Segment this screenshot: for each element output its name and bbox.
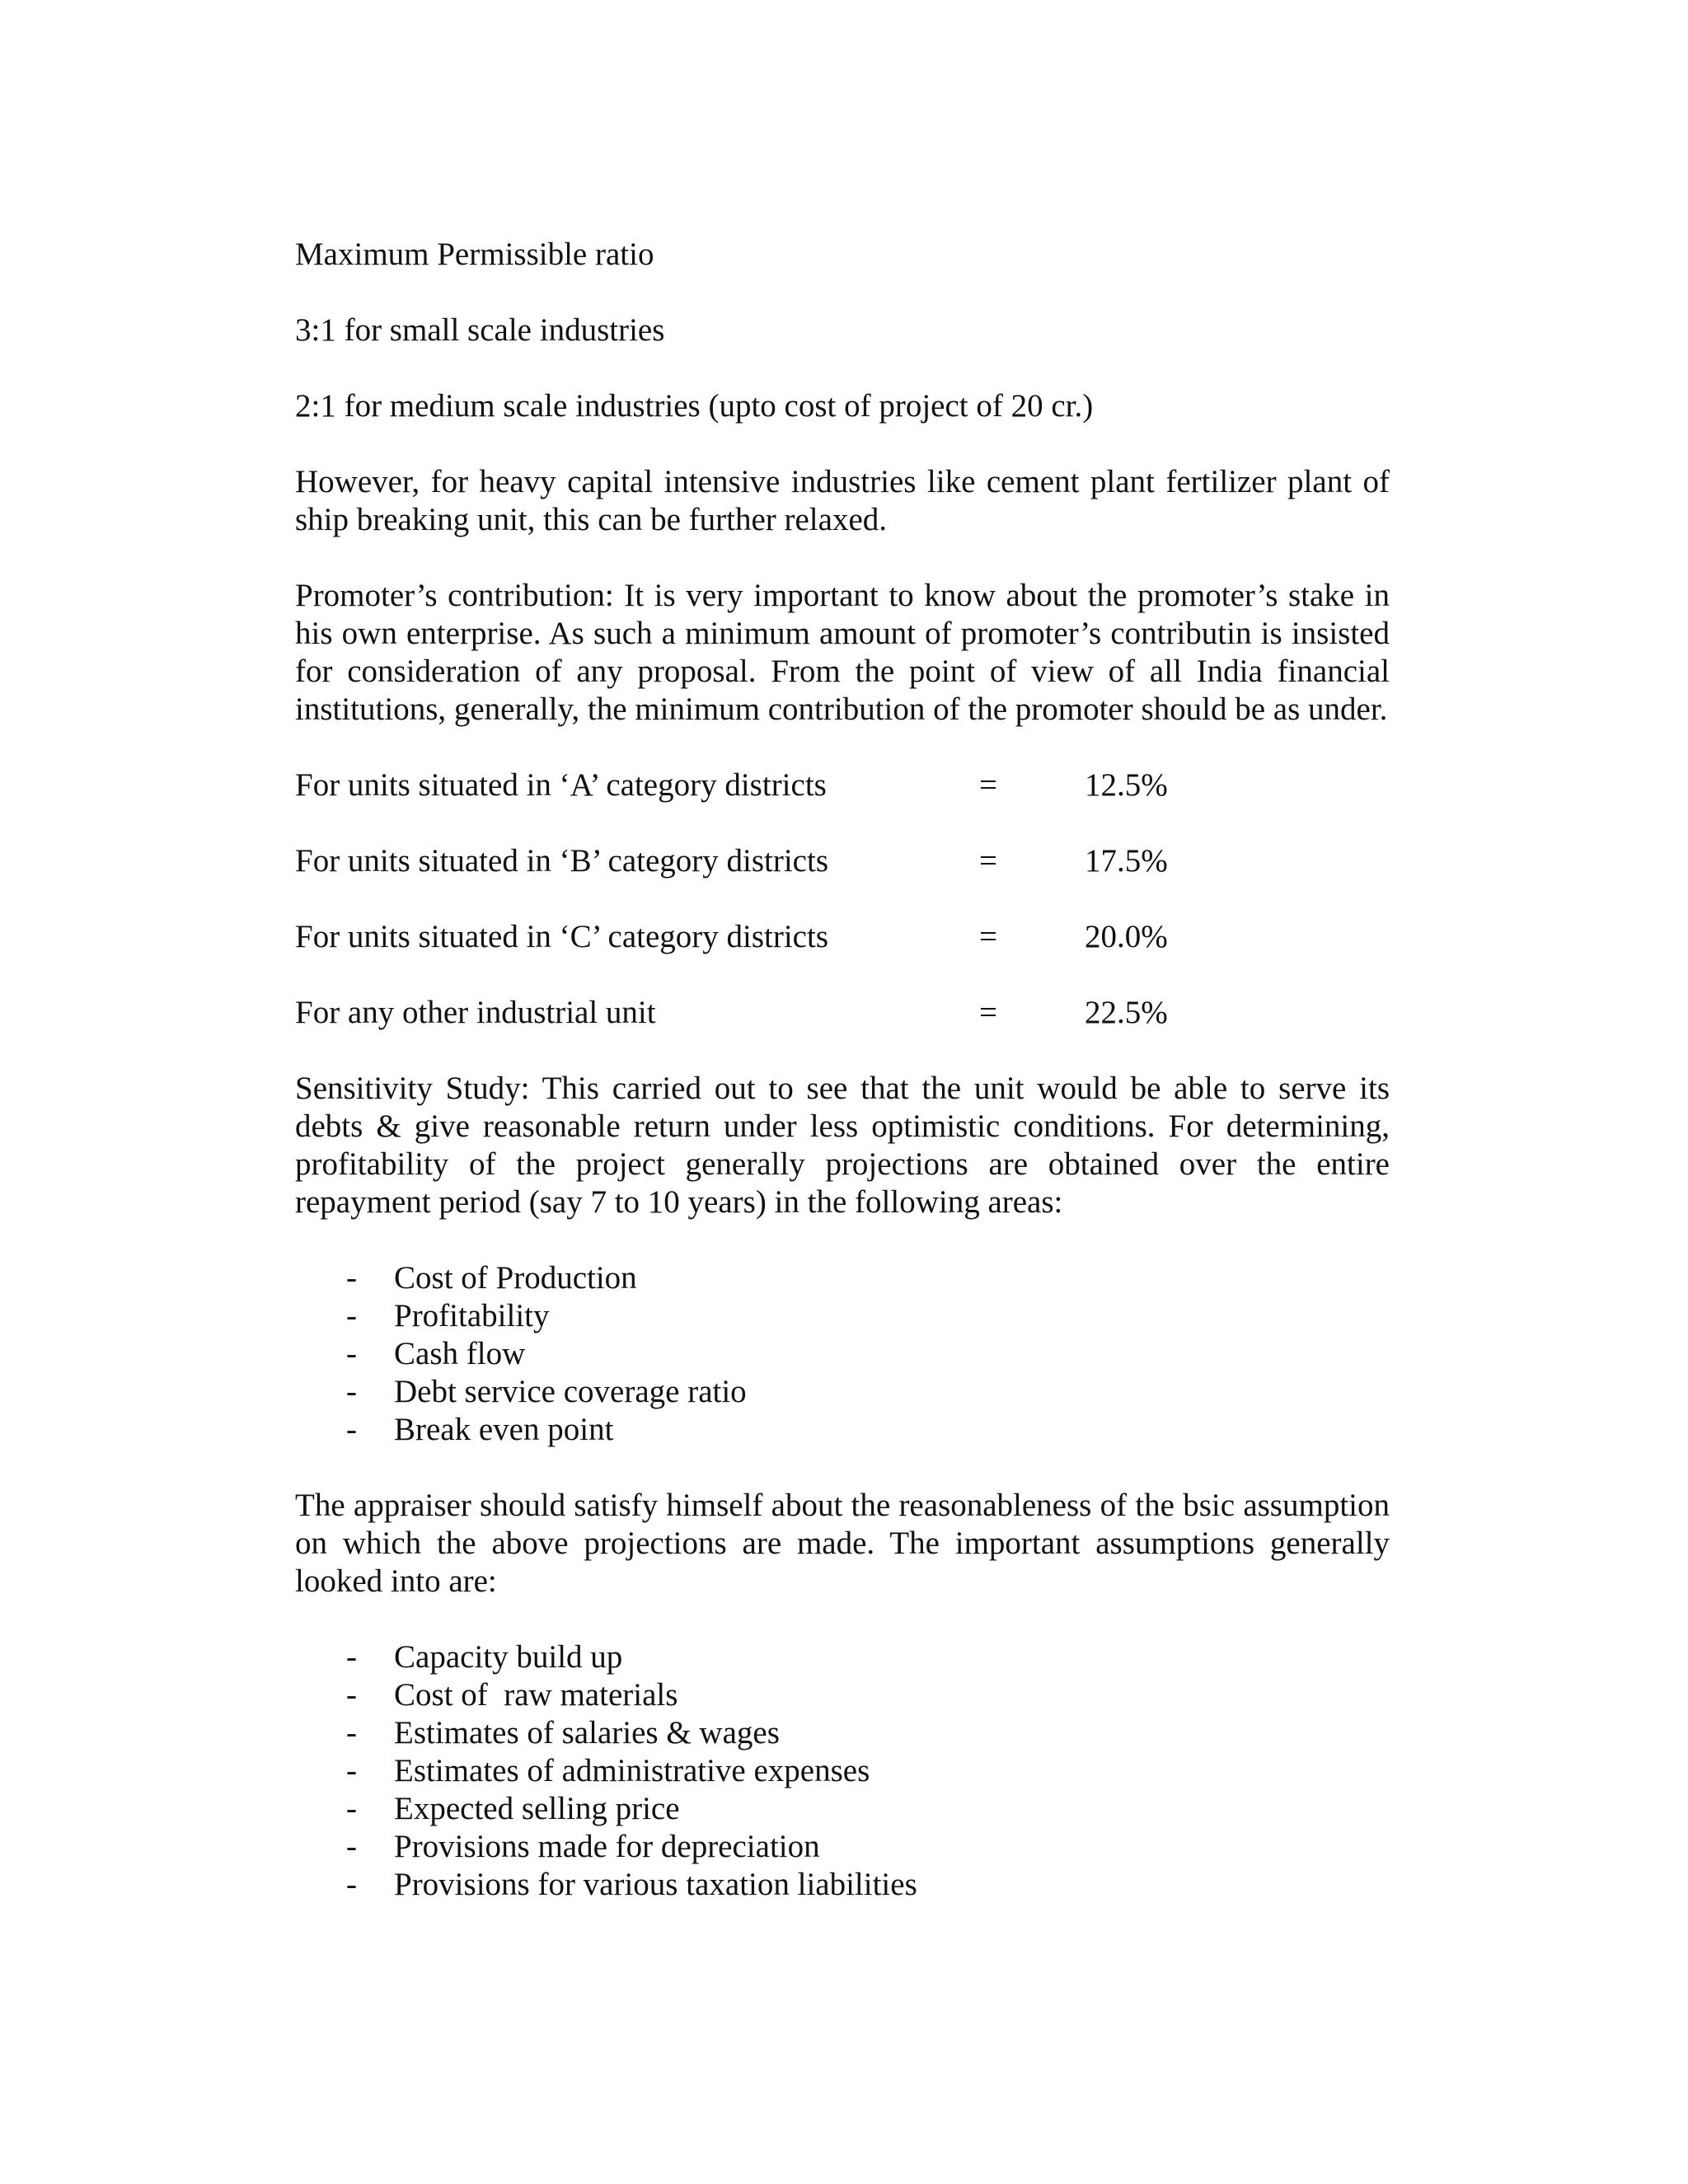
dash-bullet: - (346, 1298, 357, 1333)
list-item-text: Cash flow (394, 1336, 526, 1371)
spacer (295, 1221, 1390, 1259)
sensitivity-study-paragraph: Sensitivity Study: This carried out to see that the unit would be able to serve its debts & give reasonable return under less optimistic conditions. For determining, profitability of the project generally projections are obtained over the entire repayment period (say 7 to 10 years) in the following areas: (295, 1071, 1390, 1220)
spacer (295, 729, 1390, 766)
list-item (295, 1297, 1390, 1335)
list-item-text: Provisions made for depreciation (394, 1829, 820, 1864)
list-item (295, 1259, 1390, 1297)
relaxation-paragraph: However, for heavy capital intensive industries like cement plant fertilizer plant of ship breaking unit, this can be further relaxed. (295, 464, 1390, 537)
contribution-label: For units situated in ‘B’ category districts (295, 843, 829, 879)
spacer (295, 880, 1390, 918)
spacer (295, 1601, 1390, 1638)
list-item-text: Debt service coverage ratio (394, 1374, 747, 1409)
contribution-value: 22.5% (1085, 995, 1168, 1030)
list-item (295, 1790, 1390, 1828)
dash-bullet: - (346, 1791, 357, 1826)
list-item (295, 1828, 1390, 1866)
ratio-medium-scale: 2:1 for medium scale industries (upto cost of project of 20 cr.) (295, 388, 1094, 424)
appraiser-paragraph: The appraiser should satisfy himself about the reasonableness of the bsic assumption on which the above projections are made. The important assumptions generally looked into are: (295, 1488, 1390, 1599)
section-heading: Maximum Permissible ratio (295, 237, 654, 272)
dash-bullet: - (346, 1639, 357, 1675)
list-item-text: Expected selling price (394, 1791, 680, 1826)
list-item-text: Break even point (394, 1412, 614, 1447)
spacer (295, 349, 1390, 387)
list-item (295, 1866, 1390, 1904)
contribution-row-b (295, 842, 1390, 880)
spacer (295, 956, 1390, 994)
contribution-row-a (295, 766, 1390, 804)
spacer (295, 804, 1390, 842)
spacer (295, 539, 1390, 577)
contribution-row-c (295, 918, 1390, 956)
contribution-value: 20.0% (1085, 919, 1168, 954)
projection-areas-list (295, 1259, 1390, 1449)
document-page (295, 236, 1390, 1904)
list-item (295, 1373, 1390, 1411)
list-item (295, 1752, 1390, 1790)
list-item (295, 1676, 1390, 1714)
list-item-text: Profitability (394, 1298, 550, 1333)
equals-sign: = (979, 995, 997, 1030)
dash-bullet: - (346, 1677, 357, 1713)
list-item-text: Estimates of salaries & wages (394, 1715, 780, 1750)
list-item-text: Estimates of administrative expenses (394, 1753, 870, 1788)
contribution-label: For units situated in ‘A’ category districts (295, 767, 827, 803)
contribution-label: For any other industrial unit (295, 995, 656, 1030)
list-item (295, 1638, 1390, 1676)
promoter-contribution-paragraph: Promoter’s contribution: It is very important to know about the promoter’s stake in his own enterprise. As such a minimum amount of promoter’s contributin is insisted for consideration of any proposal. From the point of view of all India financial institutions, generally, the minimum contribution of the promoter should be as under. (295, 578, 1390, 727)
equals-sign: = (979, 843, 997, 879)
list-item-text: Provisions for various taxation liabilities (394, 1867, 917, 1902)
spacer (295, 425, 1390, 463)
dash-bullet: - (346, 1867, 357, 1902)
list-item (295, 1335, 1390, 1373)
list-item-text: Cost of raw materials (394, 1677, 678, 1713)
spacer (295, 1032, 1390, 1070)
list-item (295, 1714, 1390, 1752)
assumptions-list (295, 1638, 1390, 1904)
equals-sign: = (979, 767, 997, 803)
dash-bullet: - (346, 1260, 357, 1296)
dash-bullet: - (346, 1829, 357, 1864)
dash-bullet: - (346, 1412, 357, 1447)
list-item-text: Capacity build up (394, 1639, 623, 1675)
contribution-row-other (295, 994, 1390, 1032)
ratio-small-scale: 3:1 for small scale industries (295, 312, 665, 348)
list-item-text: Cost of Production (394, 1260, 637, 1296)
contribution-value: 12.5% (1085, 767, 1168, 803)
contribution-label: For units situated in ‘C’ category districts (295, 919, 829, 954)
dash-bullet: - (346, 1374, 357, 1409)
contribution-value: 17.5% (1085, 843, 1168, 879)
list-item (295, 1411, 1390, 1449)
equals-sign: = (979, 919, 997, 954)
dash-bullet: - (346, 1715, 357, 1750)
dash-bullet: - (346, 1753, 357, 1788)
spacer (295, 274, 1390, 312)
spacer (295, 1449, 1390, 1487)
dash-bullet: - (346, 1336, 357, 1371)
